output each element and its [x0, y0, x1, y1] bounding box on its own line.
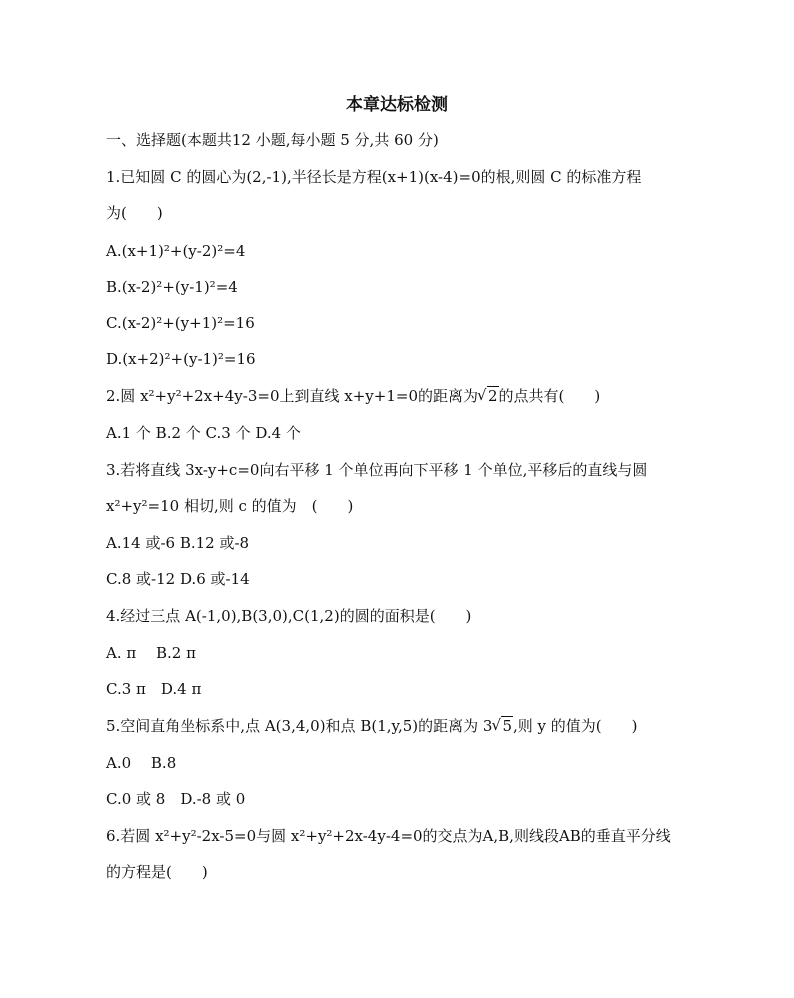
q5-radicand: 5: [502, 717, 513, 735]
page-title: 本章达标检测: [346, 95, 448, 115]
q5-options-cd: C.0 或 8 D.-8 或 0: [106, 790, 246, 808]
section-heading: 一、选择题(本题共12 小题,每小题 5 分,共 60 分): [106, 131, 439, 149]
q1-stem-line2: 为( ): [106, 204, 163, 222]
q6-stem-line2: 的方程是( ): [106, 863, 208, 881]
q2-radicand: 2: [487, 387, 498, 405]
q2-options: A.1 个 B.2 个 C.3 个 D.4 个: [106, 424, 301, 442]
q1-option-d: D.(x+2)²+(y-1)²=16: [106, 350, 256, 368]
q5-stem: [106, 716, 638, 736]
q4-stem: 4.经过三点 A(-1,0),B(3,0),C(1,2)的圆的面积是( ): [106, 607, 472, 625]
q2-stem-pre: 2.圆 x²+y²+2x+4y-3=0上到直线 x+y+1=0的距离为: [106, 387, 478, 405]
q3-stem-line2: x²+y²=10 相切,则 c 的值为 ( ): [106, 497, 354, 515]
sqrt-symbol: [492, 716, 513, 736]
q1-option-a: A.(x+1)²+(y-2)²=4: [106, 242, 246, 260]
q1-option-b: B.(x-2)²+(y-1)²=4: [106, 278, 238, 296]
q2-stem-post: 的点共有( ): [498, 387, 601, 405]
sqrt-symbol: [478, 386, 499, 406]
q1-stem-line1: 1.已知圆 C 的圆心为(2,-1),半径长是方程(x+1)(x-4)=0的根,则圆 C 的标准方程: [106, 168, 642, 186]
q6-stem-line1: 6.若圆 x²+y²-2x-5=0与圆 x²+y²+2x-4y-4=0的交点为A,B,则线段AB的垂直平分线: [106, 827, 671, 845]
q5-stem-pre: 5.空间直角坐标系中,点 A(3,4,0)和点 B(1,y,5)的距离为 3: [106, 717, 493, 735]
q3-stem-line1: 3.若将直线 3x-y+c=0向右平移 1 个单位再向下平移 1 个单位,平移后的直线与圆: [106, 461, 648, 479]
q1-option-c: C.(x-2)²+(y+1)²=16: [106, 314, 255, 332]
q3-options-cd: C.8 或-12 D.6 或-14: [106, 570, 250, 588]
q4-options-ab: A. π B.2 π: [106, 644, 196, 662]
q2-stem: [106, 386, 600, 406]
q5-stem-post: ,则 y 的值为( ): [513, 717, 638, 735]
q5-options-ab: A.0 B.8: [106, 754, 177, 772]
q3-options-ab: A.14 或-6 B.12 或-8: [106, 534, 250, 552]
q4-options-cd: C.3 π D.4 π: [106, 680, 202, 698]
